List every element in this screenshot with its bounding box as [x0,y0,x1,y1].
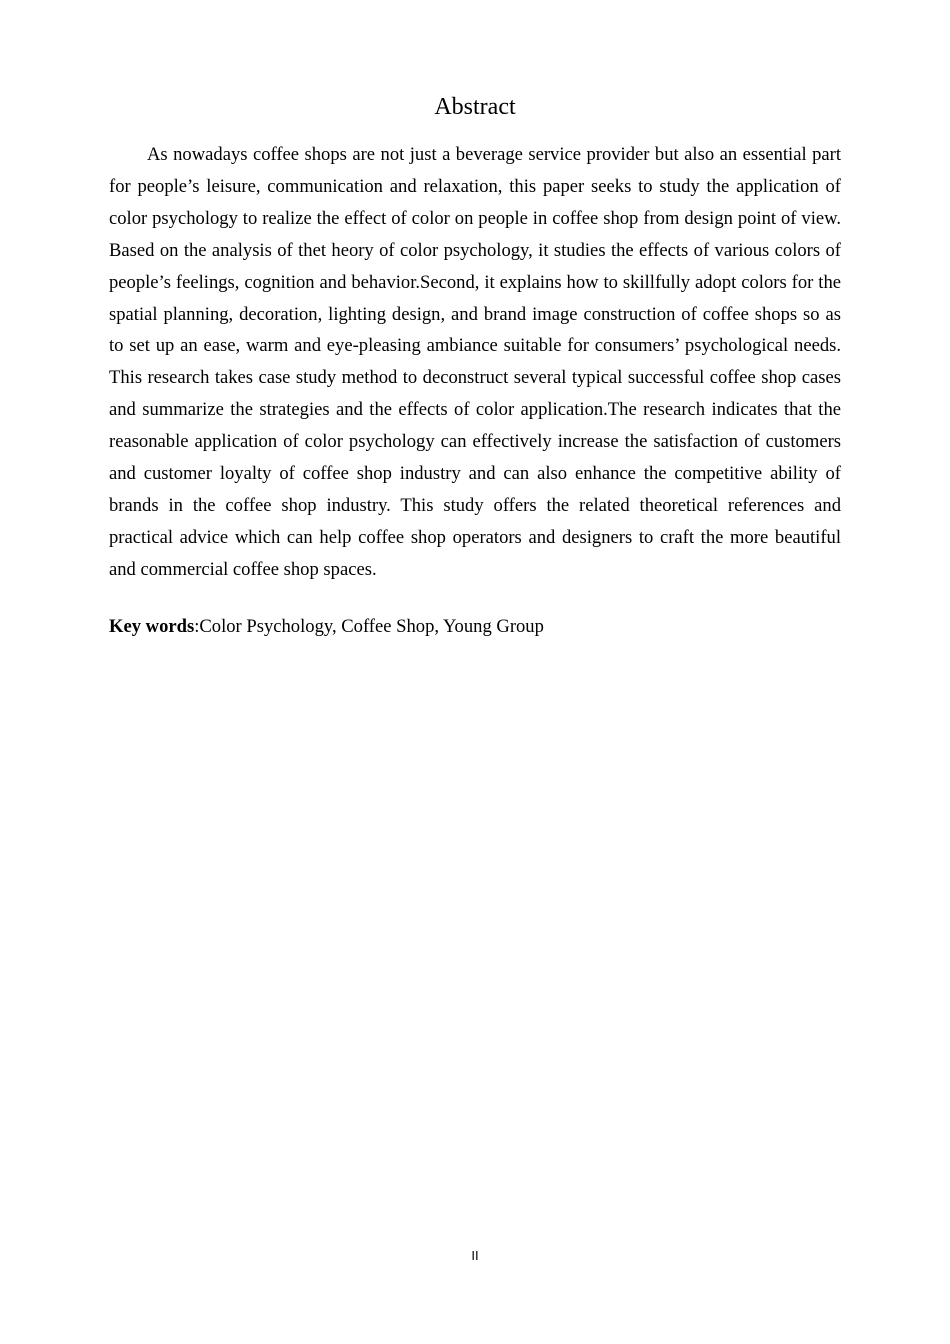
keywords-line [109,612,841,642]
page-number: II [471,1248,479,1263]
keywords-list: :Color Psychology, Coffee Shop, Young Group [194,616,544,637]
abstract-title: Abstract [434,94,516,120]
abstract-body: As nowadays coffee shops are not just a beverage service provider but also an essential part for people’s leisure, communication and relaxation, this paper seeks to study the application of color psychology to realize the effect of color on people in coffee shop from design point of view. Based on the analysis of thet heory of color psychology, it studies the effects of various colors of people’s feelings, cognition and behavior.Second, it explains how to skillfully adopt colors for the spatial planning, decoration, lighting design, and brand image construction of coffee shops so as to set up an ease, warm and eye-pleasing ambiance suitable for consumers’ psychological needs. This research takes case study method to deconstruct several typical successful coffee shop cases and summarize the strategies and the effects of color application.The research indicates that the reasonable application of color psychology can effectively increase the satisfaction of customers and customer loyalty of coffee shop industry and can also enhance the competitive ability of brands in the coffee shop industry. This study offers the related theoretical references and practical advice which can help coffee shop operators and designers to craft the more beautiful and commercial coffee shop spaces. [109,144,841,580]
keywords-label: Key words [109,616,195,637]
